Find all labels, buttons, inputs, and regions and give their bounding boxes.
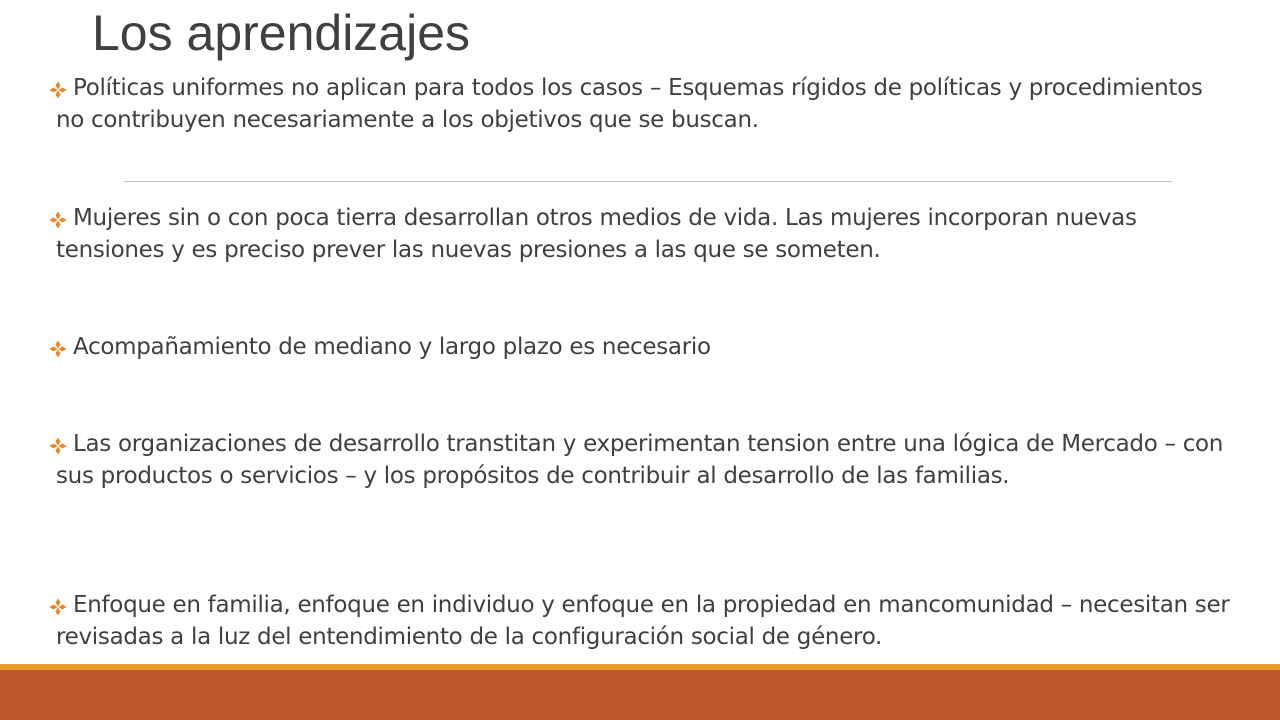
bullet-text: Enfoque en familia, enfoque en individuo y enfoque en la propiedad en mancomunidad – necesitan ser revisadas a la luz del entendimiento de la configuración social de género. (56, 592, 1230, 650)
bullet-text: Acompañamiento de mediano y largo plazo es necesario (73, 334, 711, 360)
divider-line (124, 181, 1172, 182)
bullet-text: Políticas uniformes no aplican para todos los casos – Esquemas rígidos de políticas y procedimientos no contribuyen necesariamente a los objetivos que se buscan. (56, 75, 1203, 133)
bullet-item (56, 331, 1236, 363)
diamond-bullet-icon (49, 437, 67, 455)
bullet-item (56, 202, 1236, 266)
diamond-bullet-icon (49, 211, 67, 229)
diamond-bullet-icon (49, 340, 67, 358)
diamond-bullet-icon (49, 598, 67, 616)
bullet-item (56, 589, 1236, 653)
diamond-bullet-icon (49, 81, 67, 99)
bullet-text: Las organizaciones de desarrollo transtitan y experimentan tension entre una lógica de Mercado – con sus productos o servicios – y los propósitos de contribuir al desarrollo de las familias. (56, 431, 1224, 489)
bullet-item (56, 428, 1236, 492)
bullet-text: Mujeres sin o con poca tierra desarrollan otros medios de vida. Las mujeres incorporan nuevas tensiones y es preciso prever las nuevas presiones a las que se someten. (56, 205, 1137, 263)
slide-title: Los aprendizajes (92, 5, 471, 61)
footer-bar (0, 670, 1280, 720)
bullet-item (56, 72, 1236, 136)
